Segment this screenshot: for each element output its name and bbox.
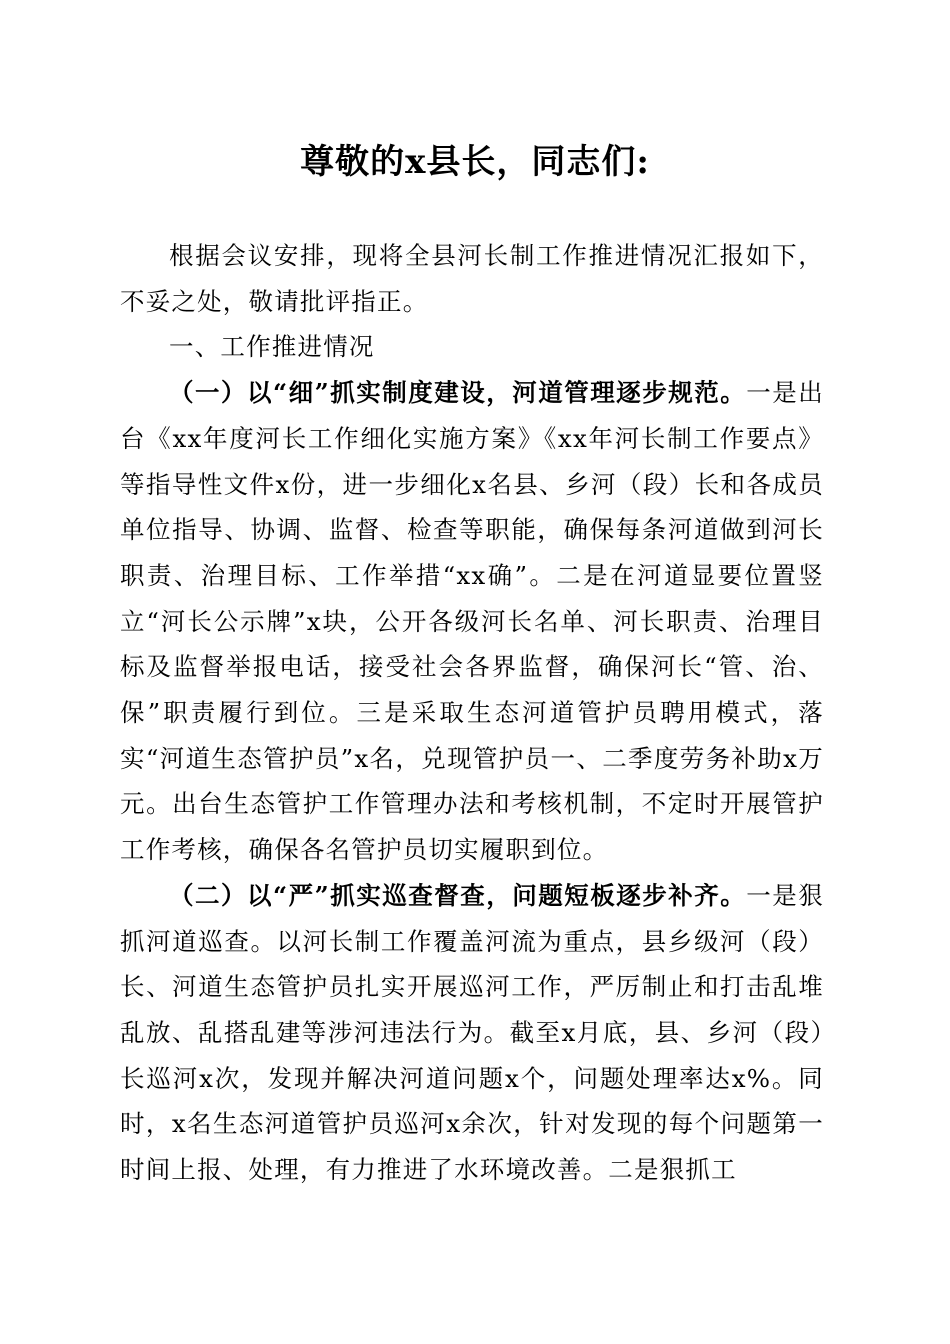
subsection-2-body: 一是狠抓河道巡查。以河长制工作覆盖河流为重点，县乡级河（段）长、河道生态管护员扎实开展巡河工作，严厉制止和打击乱堆乱放、乱搭乱建等涉河违法行为。截至x月底，县、乡河（段）长巡河x次，发现并解决河道问题x个，问题处理率达x%。同时，x名生态河道管护员巡河x余次，针对发现的每个问题第一时间上报、处理，有力推进了水环境改善。二是狠抓工 [120,880,824,1185]
subsection-1-body: 一是出台《xx年度河长工作细化实施方案》《xx年河长制工作要点》等指导性文件x份，进一步细化x名县、乡河（段）长和各成员单位指导、协调、监督、检查等职能，确保每条河道做到河长职责、治理目标、工作举措“xx确”。二是在河道显要位置竖立“河长公示牌”x块，公开各级河长名单、河长职责、治理目标及监督举报电话，接受社会各界监督，确保河长“管、治、保”职责履行到位。三是采取生态河道管护员聘用模式，落实“河道生态管护员”x名，兑现管护员一、二季度劳务补助x万元。出台生态管护工作管理办法和考核机制，不定时开展管护工作考核，确保各名管护员切实履职到位。 [120,378,824,865]
page-title: 尊敬的x县长，同志们: [300,142,650,182]
subsection-2-lead: （二）以“严”抓实巡查督查，问题短板逐步补齐。 [169,880,747,910]
section-heading: 一、工作推进情况 [169,332,375,362]
subsection-1-lead: （一）以“细”抓实制度建设，河道管理逐步规范。 [169,378,747,408]
document-body [120,233,824,1193]
subsection-1-paragraph [120,370,824,873]
subsection-2-paragraph [120,873,824,1193]
intro-paragraph: 根据会议安排，现将全县河长制工作推进情况汇报如下，不妥之处，敬请批评指正。 [120,241,824,316]
